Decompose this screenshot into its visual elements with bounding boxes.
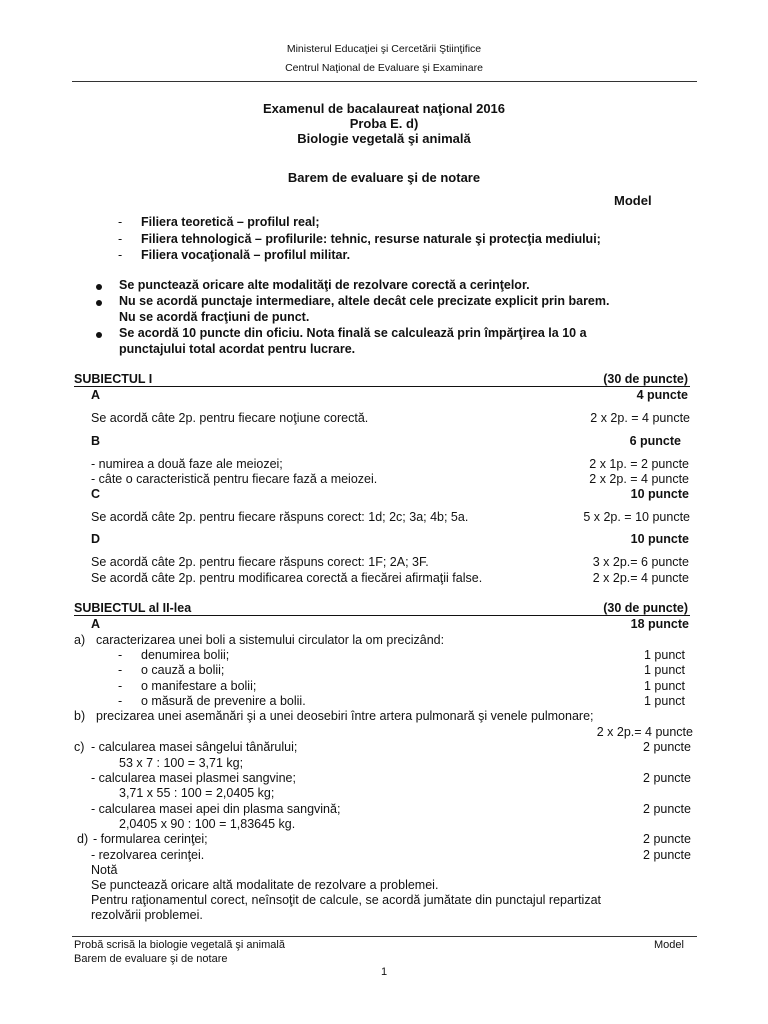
exam-title: Examenul de bacalaureat naţional 2016 (262, 101, 506, 116)
item-points: 10 puncte (630, 532, 689, 546)
section-title: SUBIECTUL al II-lea (74, 601, 192, 615)
scoring-line: Se acordă câte 2p. pentru fiecare noţiune corectă. (91, 411, 369, 425)
item-label: A (91, 617, 101, 631)
barem-title: Barem de evaluare şi de notare (287, 170, 481, 185)
bullet-icon (96, 332, 102, 338)
list-dash: - (118, 648, 123, 662)
scoring-points: 1 punct (643, 694, 685, 708)
header-rule (72, 81, 697, 82)
scoring-points: 2 x 2p.= 4 puncte (596, 725, 693, 739)
section-header (74, 601, 690, 616)
scoring-line: Se acordă câte 2p. pentru modificarea corectă a fiecărei afirmaţii false. (91, 571, 483, 585)
section-points: (30 de puncte) (603, 601, 688, 615)
item-label: A (91, 388, 101, 402)
model-label: Model (614, 193, 652, 208)
scoring-points: 2 x 2p.= 4 puncte (592, 571, 689, 585)
list-dash: - (118, 663, 123, 677)
scoring-points: 2 puncte (643, 802, 691, 816)
subitem-label: d) (77, 832, 89, 846)
filiera-item: Filiera tehnologică – profilurile: tehnic, resurse naturale şi protecţia mediului; (141, 232, 601, 246)
scoring-line: o măsură de prevenire a bolii. (141, 694, 306, 708)
footer-left: Probă scrisă la biologie vegetală şi animală (74, 939, 285, 951)
list-dash: - (118, 694, 123, 708)
note-line: rezolvării problemei. (91, 908, 203, 922)
scoring-points: 3 x 2p.= 6 puncte (592, 555, 689, 569)
subitem-label: a) (74, 633, 86, 647)
item-points: 4 puncte (636, 388, 688, 402)
scoring-points: 1 punct (643, 648, 685, 662)
list-dash: - (118, 248, 123, 262)
scoring-points: 2 x 1p. = 2 puncte (589, 457, 689, 471)
scoring-line: - câte o caracteristică pentru fiecare fază a meiozei. (91, 472, 378, 486)
scoring-line: o manifestare a bolii; (141, 679, 257, 693)
scoring-points: 5 x 2p. = 10 puncte (583, 510, 690, 524)
item-points: 6 puncte (629, 434, 681, 448)
page-number: 1 (380, 966, 388, 978)
note-line: Pentru raţionamentul corect, neînsoţit de calcule, se acordă jumătate din punctajul repartizat (91, 893, 602, 907)
item-label: D (91, 532, 101, 546)
scoring-line: precizarea unei asemănări şi a unei deosebiri între artera pulmonară şi venele pulmonare; (96, 709, 594, 723)
rule-text: Nu se acordă fracţiuni de punct. (119, 310, 310, 324)
scoring-line: o cauză a bolii; (141, 663, 225, 677)
bullet-icon (96, 300, 102, 306)
ministry-name: Ministerul Educaţiei şi Cercetării Ştiinţifice (286, 43, 482, 55)
subitem-label: c) (74, 740, 85, 754)
proba-title: Proba E. d) (349, 116, 419, 131)
section-title: SUBIECTUL I (74, 372, 153, 386)
scoring-points: 1 punct (643, 663, 685, 677)
note-heading: Notă (91, 863, 118, 877)
footer-model: Model (654, 939, 684, 951)
item-points: 18 puncte (630, 617, 689, 631)
footer-rule (72, 936, 697, 937)
section-header (74, 372, 690, 387)
scoring-line: - numirea a două faze ale meiozei; (91, 457, 283, 471)
item-points: 10 puncte (630, 487, 689, 501)
calculation-line: 53 x 7 : 100 = 3,71 kg; (119, 756, 244, 770)
bullet-icon (96, 284, 102, 290)
center-name: Centrul Naţional de Evaluare şi Examinare (285, 62, 483, 74)
scoring-line: denumirea bolii; (141, 648, 230, 662)
scoring-points: 2 puncte (643, 832, 691, 846)
note-line: Se punctează oricare altă modalitate de rezolvare a problemei. (91, 878, 439, 892)
item-label: C (91, 487, 101, 501)
scoring-line: - rezolvarea cerinţei. (91, 848, 205, 862)
subitem-label: b) (74, 709, 86, 723)
filiera-item: Filiera vocaţională – profilul militar. (141, 248, 351, 262)
filiera-item: Filiera teoretică – profilul real; (141, 215, 320, 229)
rule-text: Se punctează oricare alte modalităţi de rezolvare corectă a cerinţelor. (119, 278, 530, 292)
rule-text: punctajului total acordat pentru lucrare. (119, 342, 356, 356)
scoring-line: Se acordă câte 2p. pentru fiecare răspuns corect: 1d; 2c; 3a; 4b; 5a. (91, 510, 469, 524)
scoring-line: Se acordă câte 2p. pentru fiecare răspuns corect: 1F; 2A; 3F. (91, 555, 429, 569)
scoring-line: - calcularea masei sângelui tânărului; (91, 740, 298, 754)
item-label: B (91, 434, 101, 448)
scoring-line: - calcularea masei plasmei sangvine; (91, 771, 296, 785)
calculation-line: 2,0405 x 90 : 100 = 1,83645 kg. (119, 817, 296, 831)
scoring-points: 2 x 2p. = 4 puncte (590, 411, 690, 425)
scoring-line: - calcularea masei apei din plasma sangvină; (91, 802, 341, 816)
scoring-points: 2 puncte (643, 740, 691, 754)
section-points: (30 de puncte) (603, 372, 688, 386)
subject-title: Biologie vegetală şi animală (297, 131, 471, 146)
calculation-line: 3,71 x 55 : 100 = 2,0405 kg; (119, 786, 275, 800)
list-dash: - (118, 679, 123, 693)
footer-left: Barem de evaluare şi de notare (74, 953, 228, 965)
scoring-points: 2 puncte (643, 771, 691, 785)
rule-text: Nu se acordă punctaje intermediare, altele decât cele precizate explicit prin barem. (119, 294, 610, 308)
scoring-line: caracterizarea unei boli a sistemului circulator la om precizând: (96, 633, 445, 647)
list-dash: - (118, 215, 123, 229)
rule-text: Se acordă 10 puncte din oficiu. Nota finală se calculează prin împărţirea la 10 a (119, 326, 587, 340)
scoring-points: 1 punct (643, 679, 685, 693)
scoring-line: - formularea cerinţei; (93, 832, 208, 846)
list-dash: - (118, 232, 123, 246)
scoring-points: 2 x 2p. = 4 puncte (589, 472, 689, 486)
scoring-points: 2 puncte (643, 848, 691, 862)
